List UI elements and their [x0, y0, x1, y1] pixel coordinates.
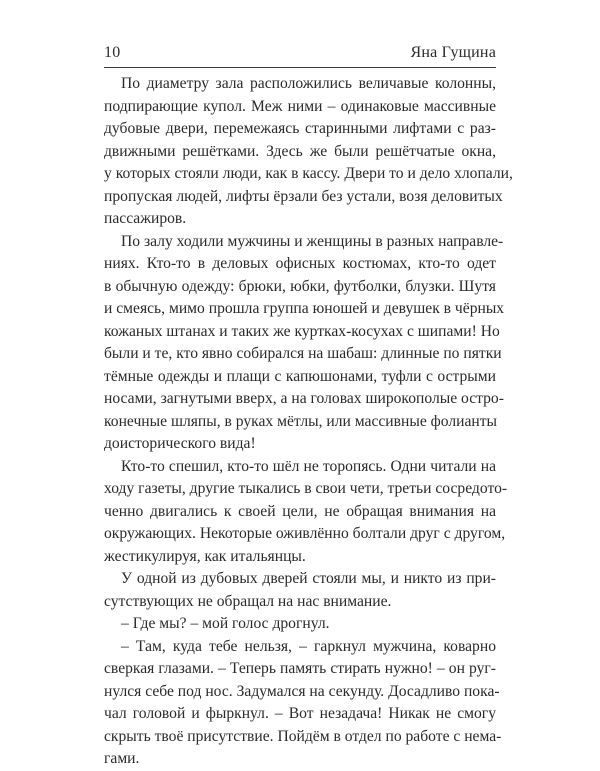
- text-line: нулся себе под нос. Задумался на секунду. Досадливо пока-: [104, 682, 500, 700]
- text-line: окружающих. Некоторые оживлённо болтали друг с другом,: [104, 525, 506, 542]
- text-line: пропуская людей, лифты ёрзали без устали, возя деловитых: [104, 187, 503, 205]
- text-line: были и те, кто явно собирался на шабаш: длинные по пятки: [104, 345, 502, 362]
- text-line: гами.: [104, 750, 140, 767]
- text-line: движными решётками. Здесь же были решётчатые окна,: [104, 142, 496, 160]
- text-line: У одной из дубовых дверей стояли мы, и никто из при-: [121, 570, 496, 587]
- text-line: пассажиров.: [104, 210, 187, 227]
- text-line: чал головой и фыркнул. – Вот незадача! Никак не смогу: [104, 705, 496, 722]
- text-line: ченно двигались к своей цели, не обращая внимания на: [104, 502, 496, 520]
- text-line: – Там, куда тебе нельзя, – гаркнул мужчина, коварно: [121, 637, 496, 655]
- text-line: ниях. Кто-то в деловых офисных костюмах, кто-то одет: [104, 255, 496, 272]
- text-line: сверкая глазами. – Теперь память стирать нужно! – он руг-: [104, 660, 496, 677]
- book-author: Яна Гущина: [410, 44, 496, 61]
- page-number: 10: [104, 44, 121, 61]
- text-line: жестикулируя, как итальянцы.: [104, 547, 306, 565]
- text-line: доисторического вида!: [104, 435, 256, 452]
- text-line: тёмные одежды и плащи с капюшонами, туфли с острыми: [104, 367, 496, 385]
- text-line: и смеясь, мимо прошла группа юношей и девушек в чёрных: [104, 300, 505, 317]
- text-line: По залу ходили мужчины и женщины в разных направле-: [121, 232, 504, 250]
- text-line: в обычную одежду: брюки, юбки, футболки, блузки. Шутя: [104, 277, 496, 295]
- text-line: По диаметру зала расположились величавые колонны,: [121, 75, 496, 92]
- text-line: – Где мы? – мой голос дрогнул.: [121, 615, 330, 632]
- text-line: дубовые двери, перемежаясь старинными лифтами с раз-: [104, 120, 496, 137]
- text-body: [104, 73, 513, 771]
- text-line: ходу газеты, другие тыкались в свои чети, третьи сосредото-: [104, 480, 508, 497]
- text-line: кожаных штанах и таких же куртках-косухах с шипами! Но: [104, 322, 500, 340]
- text-line: у которых стояли люди, как в кассу. Двери то и дело хлопали,: [104, 165, 513, 182]
- text-line: подпирающие купол. Меж ними – одинаковые массивные: [104, 97, 496, 115]
- text-line: носами, загнутыми вверх, а на головах широкополые остро-: [104, 390, 504, 407]
- running-head: [104, 44, 496, 66]
- text-line: скрыть твоё присутствие. Пойдём в отдел по работе с нема-: [104, 727, 502, 745]
- header-rule: [104, 67, 496, 68]
- text-line: Кто-то спешил, кто-то шёл не торопясь. Одни читали на: [121, 457, 496, 475]
- text-line: конечные шляпы, в руках мётлы, или массивные фолианты: [104, 412, 498, 430]
- text-line: сутствующих не обращал на нас внимание.: [104, 592, 392, 610]
